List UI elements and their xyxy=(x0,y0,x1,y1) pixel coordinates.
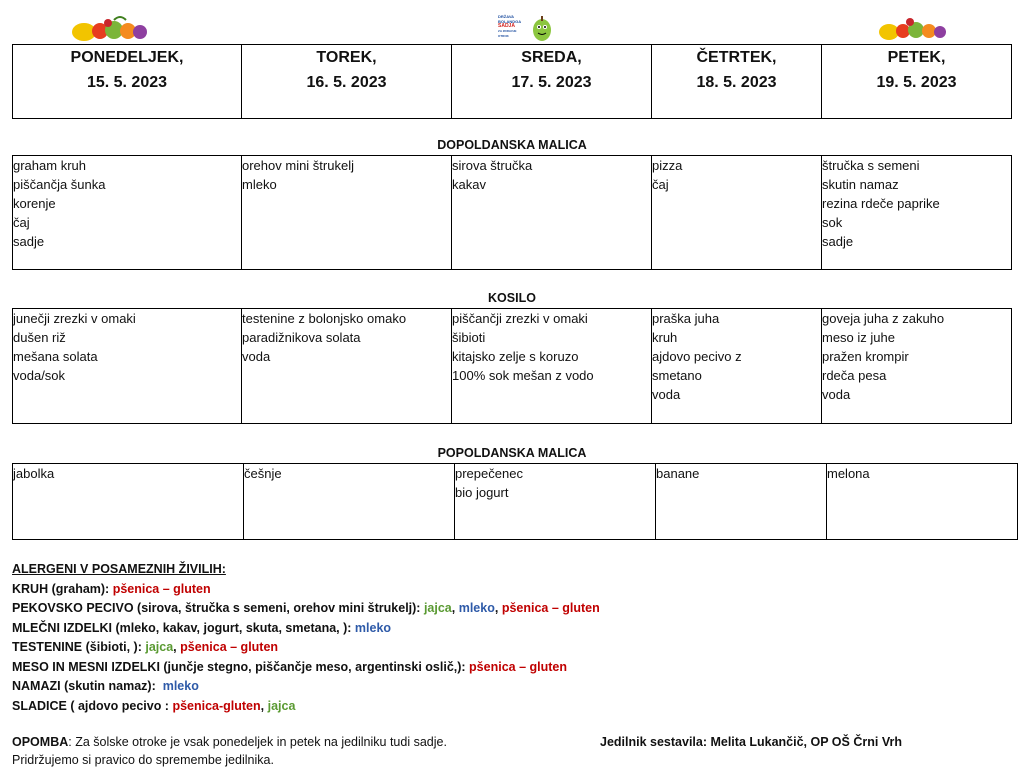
menu-item: piščančja šunka xyxy=(13,177,106,192)
meal-cell xyxy=(822,156,1012,270)
menu-item: meso iz juhe xyxy=(822,330,895,345)
day-header: PONEDELJEK, 15. 5. 2023 xyxy=(13,45,242,119)
menu-item: piščančji zrezki v omaki xyxy=(452,311,588,326)
apple-mascot-icon xyxy=(528,14,556,44)
menu-item: graham kruh xyxy=(13,158,86,173)
allergen-line: MESO IN MESNI IZDELKI (junčje stegno, piščančje meso, argentinski oslič,): pšenica – gluten xyxy=(12,659,567,674)
menu-item: korenje xyxy=(13,196,56,211)
menu-item: sadje xyxy=(822,234,854,249)
meal-cell xyxy=(242,156,452,270)
menu-item: rezina rdeče paprike xyxy=(822,196,940,211)
day-header: SREDA, 17. 5. 2023 xyxy=(452,45,652,119)
meal-cell xyxy=(13,156,242,270)
section-title: POPOLDANSKA MALICA xyxy=(437,446,587,460)
meal-cell xyxy=(827,464,1018,540)
menu-item: bio jogurt xyxy=(455,485,509,500)
allergen-line: KRUH (graham): pšenica – gluten xyxy=(12,581,211,596)
allergen-line: NAMAZI (skutin namaz): mleko xyxy=(12,679,199,693)
menu-item: testenine z bolonjsko omako xyxy=(242,311,407,326)
section-title: DOPOLDANSKA MALICA xyxy=(437,138,587,152)
menu-item: sadje xyxy=(13,234,45,249)
menu-item: voda xyxy=(822,387,851,402)
menu-item: mleko xyxy=(242,177,277,192)
meal-cell xyxy=(455,464,656,540)
meal-table xyxy=(12,155,1012,270)
fruit-basket-left-logo xyxy=(70,14,150,44)
menu-item: kruh xyxy=(652,330,678,345)
menu-item: praška juha xyxy=(652,311,720,326)
footer-note xyxy=(12,733,447,769)
menu-item: rdeča pesa xyxy=(822,368,887,383)
day-header: TOREK, 16. 5. 2023 xyxy=(242,45,452,119)
allergen-line: TESTENINE (šibioti, ): jajca, pšenica – gluten xyxy=(12,640,279,654)
meal-cell xyxy=(13,464,244,540)
menu-author: Jedilnik sestavila: Melita Lukančič, OP OŠ Črni Vrh xyxy=(600,735,902,749)
menu-item: štručka s semeni xyxy=(822,158,920,173)
menu-item: goveja juha z zakuho xyxy=(822,311,945,326)
menu-item: smetano xyxy=(652,368,702,383)
section-title: KOSILO xyxy=(488,291,536,305)
menu-item: paradižnikova solata xyxy=(242,330,361,345)
menu-item: voda xyxy=(652,387,681,402)
allergen-title: ALERGENI V POSAMEZNIH ŽIVILIH: xyxy=(12,562,226,576)
school-fruit-scheme-logo xyxy=(498,14,558,44)
menu-item: češnje xyxy=(244,466,282,481)
menu-item: melona xyxy=(827,466,870,481)
menu-item: sok xyxy=(822,215,843,230)
meal-table xyxy=(12,308,1012,424)
allergen-line: PEKOVSKO PECIVO (sirova, štručka s semeni, orehov mini štrukelj): jajca, mleko, pšenica – gluten xyxy=(12,601,600,615)
menu-item: pražen krompir xyxy=(822,349,909,364)
meal-cell xyxy=(822,309,1012,424)
day-header: ČETRTEK, 18. 5. 2023 xyxy=(652,45,822,119)
menu-item: dušen riž xyxy=(13,330,66,345)
menu-item: kakav xyxy=(452,177,486,192)
meal-table xyxy=(12,463,1018,540)
allergen-line: SLADICE ( ajdovo pecivo : pšenica-gluten, jajca xyxy=(12,698,296,713)
menu-item: kitajsko zelje s koruzo xyxy=(452,349,579,364)
fruit-basket-right-logo xyxy=(877,14,947,44)
menu-item: šibioti xyxy=(452,330,486,345)
menu-item: čaj xyxy=(652,177,669,192)
meal-cell xyxy=(242,309,452,424)
menu-item: 100% sok mešan z vodo xyxy=(452,368,594,383)
day-header: PETEK, 19. 5. 2023 xyxy=(822,45,1012,119)
menu-item: mešana solata xyxy=(13,349,98,364)
allergen-list xyxy=(12,560,600,716)
meal-cell xyxy=(656,464,827,540)
menu-item: banane xyxy=(656,466,700,481)
note-line2: Pridržujemo si pravico do spremembe jedilnika. xyxy=(12,753,274,767)
menu-item: čaj xyxy=(13,215,30,230)
meal-cell xyxy=(244,464,455,540)
menu-item: voda/sok xyxy=(13,368,66,383)
meal-cell xyxy=(13,309,242,424)
menu-item: jabolka xyxy=(13,466,55,481)
menu-item: skutin namaz xyxy=(822,177,899,192)
meal-cell xyxy=(652,156,822,270)
menu-item: junečji zrezki v omaki xyxy=(13,311,136,326)
menu-item: prepečenec xyxy=(455,466,523,481)
menu-item: pizza xyxy=(652,158,683,173)
allergen-line: MLEČNI IZDELKI (mleko, kakav, jogurt, skuta, smetana, ): mleko xyxy=(12,620,392,635)
day-header-table xyxy=(12,44,1012,119)
menu-item: sirova štručka xyxy=(452,158,533,173)
meal-cell xyxy=(652,309,822,424)
note-text: : Za šolske otroke je vsak ponedeljek in petek na jedilniku tudi sadje. xyxy=(68,735,447,749)
logo-caption: DRŽAVA BOLANDGA SADJA ZA ZDRAVJE OTROK xyxy=(498,14,522,38)
meal-cell xyxy=(452,309,652,424)
menu-item: ajdovo pecivo z xyxy=(652,349,742,364)
note-label: OPOMBA xyxy=(12,735,69,749)
menu-item: voda xyxy=(242,349,271,364)
menu-item: orehov mini štrukelj xyxy=(242,158,354,173)
meal-cell xyxy=(452,156,652,270)
